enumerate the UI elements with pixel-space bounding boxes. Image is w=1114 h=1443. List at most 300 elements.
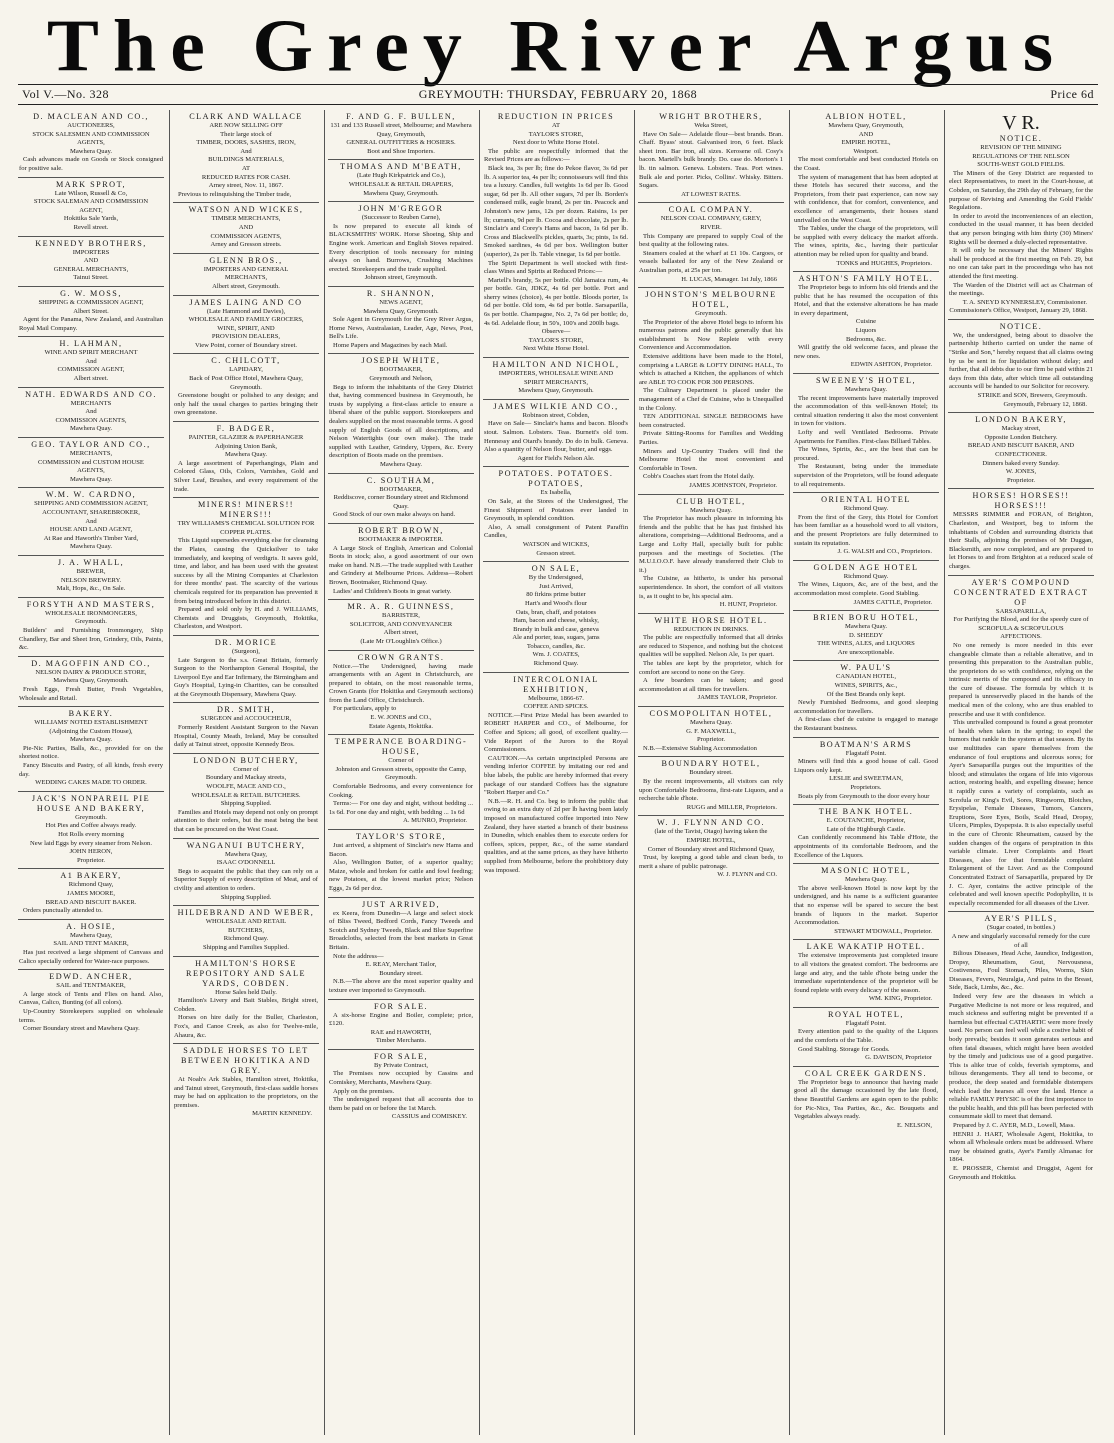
advertisement-heading: FOR SALE. bbox=[374, 1001, 428, 1011]
advertisement-line: Mawhera Quay. bbox=[689, 506, 733, 514]
advertisement-line: Flagstaff Point. bbox=[845, 1019, 887, 1027]
advertisement-line: G. F. MAXWELL, bbox=[686, 727, 736, 735]
advertisement-line: SARSAPARILLA, bbox=[995, 607, 1047, 615]
advertisement-heading: INTERCOLONIAL EXHIBITION, bbox=[513, 674, 599, 694]
advertisement-heading: A1 BAKERY, bbox=[60, 871, 122, 881]
advertisement-line: Arney and Gresson streets. bbox=[210, 241, 282, 249]
advertisement bbox=[793, 374, 939, 493]
advertisement bbox=[793, 272, 939, 374]
advertisement-line: Corner of bbox=[388, 757, 414, 765]
advertisement-line: NEWS AGENT, bbox=[379, 298, 423, 306]
advertisement-line: AT bbox=[241, 164, 251, 172]
advertisement-body: In order to avoid the inconveniences of an election, conducted in the usual manner, it has been decided that any person bringing with him thirty (30) Miners' Rights will be deemed a duly-elected representative. bbox=[949, 212, 1093, 246]
advertisement-heading: JOHNSTON'S MELBOURNE HOTEL, bbox=[645, 290, 777, 310]
advertisement-line: Albert street, bbox=[383, 629, 419, 637]
advertisement-body: A six-horse Engine and Boiler, complete; price, £120. bbox=[329, 1011, 473, 1028]
advertisement-heading: MARK SPROT, bbox=[55, 179, 127, 189]
advertisement-line: Mawhera Quay. bbox=[69, 147, 113, 155]
advertisement-line: PAINTER, GLAZIER & PAPERHANGER bbox=[188, 434, 304, 442]
advertisement-line: Mawhera Quay. bbox=[224, 451, 268, 459]
advertisement-line: BOOTMAKER & IMPORTER. bbox=[358, 535, 444, 543]
advertisement-body: By the recent improvements, all visitors can rely upon Comfortable Bedrooms, first-rate Liquors, and a recherche table d'hote. bbox=[639, 778, 783, 803]
advertisement-heading: LONDON BUTCHERY, bbox=[193, 755, 299, 765]
advertisement-signature: A. MUNRO, Proprietor. bbox=[403, 817, 467, 825]
advertisement-line: (Surgeon), bbox=[232, 647, 260, 655]
advertisement-line: Greymouth. bbox=[75, 618, 107, 626]
advertisement-line: Boot and Shoe Importers. bbox=[367, 147, 435, 155]
advertisement-line: WHOLESALE & RETAIL BUTCHERS. bbox=[191, 791, 301, 799]
advertisement-line: (Adjoining the Custom House), bbox=[49, 727, 133, 735]
advertisement-line: COMMISSION AGENTS, bbox=[210, 232, 282, 240]
advertisement-heading: MR. A. R. GUINNESS, bbox=[347, 602, 455, 612]
advertisement-line: Revell street. bbox=[73, 223, 109, 231]
advertisement-body: The Proprietor begs to inform his old friends and the public that he has resumed the occupation of this Hotel, and that the extensive alterations he has made in every department, bbox=[794, 284, 938, 317]
advertisement-heading: G. W. MOSS, bbox=[60, 288, 122, 298]
advertisement-line: Greymouth. bbox=[695, 310, 727, 318]
advertisement-line: AND bbox=[83, 257, 99, 265]
advertisement-line: Westport. bbox=[853, 147, 879, 155]
advertisement-body: It will only be necessary that the Miners' Rights shall be produced at the first meeting on Feb. 29, but no one can take part in the proceedings who has not attended the first meeting. bbox=[949, 247, 1093, 280]
advertisement-body: Steamers coaled at the wharf at £1 10s. Cargoes, or vessels ballasted for any of the New Zealand or Australian ports, at 25s per ton. bbox=[639, 249, 783, 274]
advertisement-line: Horse Sales held Daily. bbox=[215, 988, 277, 996]
advertisement-line: Their large stock of bbox=[220, 130, 272, 138]
column-3 bbox=[328, 110, 474, 1435]
advertisement-line: Flagstaff Point. bbox=[845, 749, 887, 757]
advertisement-line: TRY WILLIAMS'S CHEMICAL SOLUTION FOR COPPER PLATES. bbox=[177, 520, 315, 536]
advertisement-heading: ROBERT BROWN, bbox=[358, 525, 444, 535]
advertisement-line: IMPORTERS, WHOLESALE WINE AND bbox=[498, 370, 614, 378]
advertisement-line: BARRISTER, bbox=[382, 612, 420, 620]
advertisement-body: The above well-known Hotel is now kept by the undersigned, and his name is a sufficient guarantee that no expense will be spared to secure the best brands of liquors in the market. Superior Accommodation. bbox=[794, 884, 938, 927]
advertisement-line: Albert street. bbox=[73, 375, 109, 383]
advertisement-line: JAMES MOORE, bbox=[67, 890, 115, 897]
advertisement-line: W. JONES, bbox=[1005, 468, 1037, 476]
advertisement-heading: COAL COMPANY. bbox=[668, 205, 754, 215]
dateline-rule bbox=[18, 104, 1098, 105]
advertisement-line: View Point, corner of Boundary street. bbox=[195, 341, 297, 349]
advertisement-body: The public are respectfully informed that the Revised Prices are as follows:— bbox=[484, 147, 628, 164]
advertisement-line: Liquors bbox=[855, 327, 877, 335]
advertisement-line: 131 and 133 Russell street, Melbourne; and Mawhera Quay, Greymouth, bbox=[330, 122, 472, 138]
advertisement-line: IMPORTERS AND GENERAL bbox=[203, 265, 289, 273]
advertisement bbox=[328, 830, 474, 898]
advertisement-body: ex Keera, from Dunedin—A large and select stock of Bliss Tweed, Bedford Cords, Fancy Tweeds and Scotch and Sydney Tweeds, Black and Blue Superfine Broadcloths, selected from the best markets in Great Britain. bbox=[329, 909, 473, 951]
advertisement-line: Mawhera Quay, bbox=[69, 931, 113, 939]
column-divider bbox=[169, 110, 170, 1435]
advertisement-line: (Sugar coated, in bottles.) bbox=[987, 924, 1055, 932]
advertisement-heading: KENNEDY BROTHERS, bbox=[35, 238, 147, 248]
advertisement-line: RAE and HAWORTH, bbox=[370, 1028, 432, 1036]
advertisement-signature: STEWART M'DOWALL, Proprietor. bbox=[834, 927, 932, 935]
advertisement-line: Richmond Quay. bbox=[223, 935, 269, 943]
advertisement-heading: THOMAS AND M'BEATH, bbox=[340, 162, 462, 172]
advertisement-line: WATSON and WICKES, bbox=[522, 540, 590, 548]
advertisement-signature: H. LUCAS, Manager. 1st July, 1866 bbox=[681, 275, 777, 283]
advertisement-line: Hart's and Wood's flour bbox=[525, 599, 587, 607]
advertisement-line: Johnson street, Greymouth. bbox=[364, 274, 438, 282]
advertisement bbox=[948, 413, 1094, 489]
advertisement-body: For particulars, apply to bbox=[333, 705, 397, 713]
advertisement-heading: DR. MORICE bbox=[214, 637, 278, 647]
advertisement-line: WEDDING CAKES MADE TO ORDER. bbox=[35, 779, 147, 787]
advertisement-heading: W.M. W. CARDNO, bbox=[45, 490, 137, 500]
advertisement-line: New laid Eggs by every steamer from Nelson. bbox=[30, 839, 152, 847]
advertisement-line: And bbox=[240, 147, 252, 155]
advertisement-signature: MARTIN KENNEDY. bbox=[252, 1110, 312, 1118]
advertisement-heading: R. SHANNON, bbox=[366, 288, 436, 298]
advertisement-line: Mawhera Quay. bbox=[379, 461, 423, 468]
advertisement-line: ACCOUNTANT, SHAREBROKER, bbox=[42, 509, 140, 516]
advertisement-heading: MINERS! MINERS!! MINERS!!! bbox=[197, 500, 295, 520]
advertisement-line: NELSON BREWERY. bbox=[60, 576, 122, 584]
advertisement-body: The extensive improvements just completed insure to all visitors the greatest comfort. The bedrooms are large and airy, and the table d'hote being under the immediate superintendence of the proprietor will be found replete with every delicacy of the season. bbox=[794, 952, 938, 994]
advertisement-heading: SADDLE HORSES TO LET BETWEEN HOKITIKA AND GREY. bbox=[180, 1046, 312, 1076]
advertisement bbox=[328, 287, 474, 355]
advertisement-body: The Tables, under the charge of the proprietors, will be supplied with every delicacy the market affords. The wines, spirits, &c., having their particular attention may be relied upon for quality and brand. bbox=[794, 225, 938, 258]
advertisement-line: Richmond Quay. bbox=[843, 505, 889, 513]
advertisement-line: Mawhera Quay. bbox=[69, 543, 113, 551]
advertisement-line: Weka Street, bbox=[694, 122, 728, 129]
advertisement-body: Orders punctually attended to. bbox=[23, 907, 103, 915]
advertisement-body: Lofty and well Ventilated Bedrooms. Private Apartments for Families. First-class Billiard Tables. bbox=[794, 429, 938, 445]
columns-container bbox=[18, 110, 1096, 1440]
masthead-rule bbox=[18, 84, 1098, 85]
advertisement-body: Miners will find this a good house of call. Good Liquors only kept. bbox=[794, 758, 938, 774]
advertisement-heading: JOSEPH WHITE, bbox=[361, 356, 441, 366]
advertisement-line: (Late Mr O'Loughlin's Office.) bbox=[360, 637, 442, 645]
advertisement-body: The Warden of the District will act as Chairman of the meetings. bbox=[949, 281, 1093, 298]
advertisement-signature: W. J. FLYNN and CO. bbox=[717, 871, 777, 879]
advertisement-line: SAIL AND TENT MAKER, bbox=[53, 940, 129, 948]
advertisement-body: A large stock of Tents and Flies on hand. Also, Canvas, Calico, Bunting (of all colors). bbox=[19, 990, 163, 1007]
advertisement-line: Shipping Supplied. bbox=[220, 800, 272, 808]
advertisement-line: Gresson street. bbox=[536, 549, 576, 557]
advertisement bbox=[173, 203, 319, 253]
advertisement-heading: GEO. TAYLOR AND CO., bbox=[31, 440, 151, 450]
advertisement-heading: GOLDEN AGE HOTEL bbox=[813, 562, 919, 572]
advertisement-body: Just arrived, a shipment of Sinclair's new Hams and Bacon. bbox=[329, 842, 473, 858]
advertisement bbox=[328, 354, 474, 473]
advertisement-line: Mawhera Quay, Greymouth. bbox=[518, 387, 594, 395]
advertisement-heading: F. BADGER, bbox=[216, 424, 276, 434]
advertisement-body: Private Sitting-Rooms for Families and Wedding Parties. bbox=[639, 430, 783, 446]
advertisement-line: Richmond Quay. bbox=[533, 660, 579, 668]
advertisement-line: MERCHANTS bbox=[70, 399, 112, 407]
advertisement-body: The Culinary Department is placed under the management of a Chef de Cuisine, who is Unequalled in the Colony. bbox=[639, 387, 783, 412]
advertisement-heading: NOTICE. bbox=[999, 321, 1043, 331]
advertisement bbox=[483, 400, 629, 468]
advertisement-line: MERCHANTS, bbox=[224, 274, 268, 282]
advertisement bbox=[483, 358, 629, 400]
advertisement-body: Begs to inform the inhabitants of the Grey District that, having commenced business in Greymouth, he trusts by supplying a first-class article to ensure a liberal share of the public support. Storekeepers and dealers supplied on the most reasonable terms. A good supply of English Goods of all descriptions, and Nelson Watertights (our own make). The trade supplied with Leather, Grindery, Uppers, &c. Every description of Boots made on the premises. bbox=[329, 383, 473, 460]
advertisement-heading: GLENN BROS., bbox=[209, 255, 283, 265]
advertisement-line: Observe— bbox=[541, 328, 571, 336]
advertisement-heading: AYER'S PILLS, bbox=[984, 914, 1058, 924]
advertisement-line: Johnston and Gresson streets, opposite the Camp, Greymouth. bbox=[335, 765, 467, 782]
advertisement-line: TIMBER, DOORS, SASHES, IRON, bbox=[196, 139, 296, 147]
advertisement-line: AGENT, bbox=[79, 206, 103, 214]
advertisement-signature: WM. KING, Proprietor. bbox=[868, 995, 932, 1003]
column-divider bbox=[944, 110, 945, 1435]
advertisement-body: No one remedy is more needed in this ever changeable climate than a reliable alterative, and in presenting this preparation to the Australian public, the proprietors do so with confidence, relying on the intrinsic merits of the compound and its efficacy in the cure of disease. The formula by which it is prepared is unreservedly placed in the hands of the medical men of the colony, who are thus enabled to prescribe and use it with confidence. bbox=[949, 641, 1093, 718]
advertisement-body: Martell's brandy, 5s per bottle. Old Jamaica rum, 4s per bottle. Gin, JDKZ, 4s 6d per bottle. Port and sherry wines (choice), 4s per bottle. Bloods porter, 1s 6d per bottle. Old tom, 4s 6d per bottle. Sarsaparilla, 6s per bottle. Champagne, No. 2, 7s 6d per bottle; do, 4s 6d. Adelaide flour, in 50's, 100's and 200lb bags. bbox=[484, 276, 628, 327]
advertisement-body: Indeed very few are the diseases in which a Purgative Medicine is not more or less required, and much sickness and suffering might be prevented if a harmless but effectual CATHARTIC were more freely used. No person can feel well while a costive habit of body prevails; besides it soon generates serious and often fatal diseases, which might have been avoided by the timely and judicious use of a good purgative. This is alike true of colds, feverish symptoms, and bilious derangements. They all tend to become, or produce, the deep seated and formidable distempers which load the hearses all over the land. Hence a reliable FAMILY PHYSIC is of the first importance to the public health, and this pill has been perfected with consummate skill to meet that demand. bbox=[949, 993, 1093, 1121]
advertisement-line: Greymouth. bbox=[75, 813, 107, 821]
advertisement-line: Agent for Field's Nelson Ale. bbox=[517, 454, 595, 462]
advertisement-body: The Premises now occupied by Cassins and Comiskey, Merchants, Mawhera Quay. bbox=[329, 1070, 473, 1087]
advertisement-line: Reddiscove, corner Boundary street and Richmond Quay. bbox=[333, 494, 469, 510]
advertisement-body: Horses on hire daily for the Buller, Charleston, Fox's, and Canoe Creek, as also for Twelve-mile, Ahaura, &c. bbox=[174, 1014, 318, 1039]
advertisement-line: AND bbox=[238, 223, 254, 231]
advertisement-heading: EDWD. ANCHER, bbox=[49, 972, 133, 982]
advertisement bbox=[793, 805, 939, 864]
advertisement-heading: W. J. FLYNN AND CO. bbox=[656, 818, 766, 828]
advertisement-line: REDUCED RATES FOR CASH. bbox=[201, 173, 291, 181]
advertisement-line: WOOLFE, MACE AND CO., bbox=[206, 783, 286, 791]
advertisement-body: The public are respectfully informed that all drinks are reduced to Sixpence, and nothing but the choicest qualities will be supplied. Nelson Ale, 1s per quart. bbox=[639, 634, 783, 659]
advertisement-line: Oats, bran, chaff, and potatoes bbox=[515, 608, 597, 616]
advertisement-line: TIMBER MERCHANTS, bbox=[211, 215, 281, 223]
advertisement-line: For Purifying the Blood, and for the speedy cure of bbox=[953, 616, 1089, 624]
column-1 bbox=[18, 110, 164, 1435]
royal-crest-text: V R. bbox=[1002, 112, 1040, 134]
column-divider bbox=[324, 110, 325, 1435]
advertisement-heading: C. SOUTHAM, bbox=[366, 475, 436, 485]
advertisement-line: LAPIDARY, bbox=[229, 366, 263, 374]
advertisement-line: AGENTS, bbox=[77, 139, 105, 147]
newspaper-title: The Grey River Argus bbox=[46, 4, 1068, 87]
advertisement bbox=[483, 673, 629, 878]
advertisement-body: TEN ADDITIONAL SINGLE BEDROOMS have been constructed. bbox=[639, 413, 783, 429]
advertisement-line: By Private Contract, bbox=[373, 1061, 429, 1069]
advertisement-line: BUTCHERS, bbox=[227, 926, 265, 934]
advertisement-line: BOOTMAKER, bbox=[379, 366, 423, 374]
advertisement bbox=[18, 438, 164, 488]
advertisement-line: Just Arrived, bbox=[539, 582, 573, 590]
column-6 bbox=[793, 110, 939, 1435]
advertisement-line: AT bbox=[551, 122, 561, 129]
advertisement bbox=[173, 254, 319, 296]
advertisement-line: THE WINES, ALES, and LIQUORS bbox=[817, 640, 915, 648]
advertisement-signature: JAMES JOHNSTON, Proprietor. bbox=[689, 481, 777, 489]
advertisement-body: From the first of the Grey, this Hotel for Comfort has been familiar as a household word to all visitors, and the present Proprietors are fully determined to sustain its reputation. bbox=[794, 513, 938, 547]
advertisement-body: Also, A small consignment of Patent Paraffin Candles, bbox=[484, 523, 628, 540]
advertisement-body: A first-class chef de cuisine is engaged to manage the Restaurant business. bbox=[794, 716, 938, 733]
advertisement-line: Estate Agents, Hokitika. bbox=[368, 722, 434, 730]
advertisement-line: Late of the Highburgh Castle. bbox=[826, 825, 906, 833]
advertisement bbox=[638, 816, 784, 883]
advertisement bbox=[173, 1044, 319, 1122]
advertisement-line: Mawhera Quay. bbox=[844, 876, 888, 884]
advertisement-line: IMPORTERS bbox=[72, 248, 110, 256]
advertisement-heading: CROWN GRANTS. bbox=[357, 652, 445, 662]
advertisement bbox=[173, 754, 319, 839]
advertisement bbox=[948, 110, 1094, 320]
advertisement-line: BREAD AND BISCUIT BAKER. bbox=[45, 898, 137, 906]
advertisement-line: E. COUTANCHE, Proprietor, bbox=[826, 817, 906, 825]
advertisement-body: Notice.—The Undersigned, having made arrangements with an Agent in Christchurch, are prepared to obtain, on the most reasonable terms, Crown Grants (for Hokitika and Greymouth sections) from the Land Office, Christchurch. bbox=[329, 662, 473, 704]
advertisement bbox=[948, 489, 1094, 575]
advertisement bbox=[18, 920, 164, 970]
advertisement-line: SHIPPING AND COMMISSION AGENT, bbox=[34, 500, 148, 508]
advertisement-line: PROVISION DEALERS, bbox=[211, 333, 281, 341]
advertisement-line: Shipping Supplied. bbox=[220, 893, 272, 901]
advertisement bbox=[793, 561, 939, 611]
advertisement-line: WHOLESALE & RETAIL DRAPERS, bbox=[348, 180, 454, 188]
advertisement-heading: JAMES LAING AND CO bbox=[189, 297, 303, 307]
advertisement-signature: G. DAVISON, Proprietor bbox=[865, 1054, 932, 1062]
advertisement-body: Boats ply from Greymouth to the door every hour bbox=[798, 792, 930, 800]
advertisement-body: Late Surgeon to the s.s. Great Britain, formerly Surgeon to the Northampton General Hospital, the Liverpool Eye and Ear Infirmary, the Birmingham and Guy's Hospital, Lying-in Charities, can be consulted at the Greymouth Dispensary, Mawhera Quay. bbox=[174, 656, 318, 698]
advertisement-line: TAYLOR'S STORE, bbox=[528, 336, 584, 344]
advertisement-heading: HORSES! HORSES!! HORSES!!! bbox=[972, 491, 1070, 511]
advertisement-line: (Late Hammond and Davies), bbox=[206, 307, 286, 315]
advertisement-heading: CLARK AND WALLACE bbox=[189, 112, 303, 121]
advertisement-line: Malt, Hops, &c., On Sale. bbox=[56, 585, 126, 593]
advertisement bbox=[18, 598, 164, 657]
advertisement-heading: HAMILTON'S HORSE REPOSITORY AND SALE YARDS, COBDEN. bbox=[186, 958, 306, 988]
advertisement-line: Cuisine bbox=[855, 318, 877, 326]
advertisement-body: N.B.—R. H. and Co. beg to inform the public that owing to an extra duty of 2d per lb having been lately imposed on manufactured coffee imported into New Zealand, they have started a branch of their business in Dunedin, which enables them to execute orders for coffees, spices, pepper, &c., of the same standard qualities, and at the same prices, as they have hitherto supplied from Melbourne, before the prohibitory duty was imposed. bbox=[484, 797, 628, 874]
advertisement-line: Tainui Street. bbox=[73, 274, 109, 282]
advertisement-signature: STRIKE and SON, Brewers, Greymouth. Greymouth, February 12, 1868. bbox=[977, 392, 1087, 408]
advertisement-body: Has just received a large shipment of Canvass and Calico specially ordered for Water-race purposes. bbox=[19, 948, 163, 965]
advertisement-body: Extensive additions have been made to the Hotel, comprising a LARGE & LOFTY DINING HALL, To which is attached a Kitchen, the appliances of which are ABLE TO COOK FOR 300 PERSONS. bbox=[639, 353, 783, 386]
advertisement-line: Albert street, Greymouth. bbox=[212, 282, 280, 290]
advertisement-line: STOCK SALEMAN AND COMMISSION bbox=[33, 198, 149, 206]
advertisement bbox=[18, 237, 164, 287]
advertisement-line: Mawhera Quay, Greymouth. bbox=[363, 189, 439, 197]
advertisement-line: SURGEON and ACCOUCHEUR, bbox=[200, 715, 292, 723]
advertisement-line: Wm. J. COATES, bbox=[532, 651, 580, 659]
advertisement-body: Every attention paid to the quality of the Liquors and the comforts of the Table. bbox=[794, 1028, 938, 1045]
advertisement bbox=[483, 562, 629, 673]
advertisement bbox=[328, 110, 474, 160]
advertisement bbox=[948, 576, 1094, 913]
advertisement-body: This unrivalled compound is found a great promoter of health when taken in the spring; to expel the humors that rankle in the system at that season. By its use multitudes can spare themselves from the endurance of foul eruptions and ulcerous sores; for Ayer's Sarsaparilla purges out the impurities of the blood; and stimulates the organs of life into vigorous action, restoring health, and expelling disease; hence it rapidly cures a variety of complaints, such as Scrofula or King's Evil, Sores, Ringworm, Blotches, Erysipelas, Female Diseases, Tumors, Cancers, Eruptions, Sore Eyes, Boils, Scald Head, Dropsy, Ulcers, Pimples, Dyspepsia. It is also especially useful in the cure of Chronic Rheumatism, caused by the sudden changes of the organs of perspiration in this variable climate. Liver Complaints and Heart Diseases, also for that formidable complaint Enlargement of the Liver. And as the Compound Concentrated Extract of Sarsaparilla, prepared by Dr J. C. Ayer, contains the active principle of the celebrated and well known specific Podophyllin, it is especially recommended for all diseases of the Liver. bbox=[949, 719, 1093, 907]
advertisement bbox=[173, 110, 319, 203]
advertisement-body: The Cuisine, as hitherto, is under his personal superintendence. In short, the comfort of all visitors is, as it ought to be, his special aim. bbox=[639, 575, 783, 600]
advertisement bbox=[638, 757, 784, 816]
advertisement-line: AFFECTIONS. bbox=[1000, 633, 1042, 641]
advertisement bbox=[18, 178, 164, 237]
advertisement-body: Prepared and sold only by H. and J. WILLIAMS, Chemists and Druggists, Greymouth, Hokitika, Charleston, and Westport. bbox=[174, 606, 318, 631]
advertisement-line: Dinners baked every Sunday. bbox=[982, 459, 1060, 467]
advertisement-body: Miners and Up-Country Traders will find the Melbourne Hotel the most convenient and Comfortable in Town. bbox=[639, 447, 783, 472]
advertisement-signature: T. A. SNEYD KYNNERSLEY, Commissioner. Commissioner's Office, Westport, January 29, 1868. bbox=[949, 298, 1087, 315]
advertisement-body: Cash advances made on Goods or Stock consigned for positive sale. bbox=[19, 156, 163, 172]
advertisement-heading: F. AND G. F. BULLEN, bbox=[346, 112, 456, 121]
advertisement-body: Good Stock of our own make always on hand. bbox=[333, 511, 456, 519]
advertisement-body: At Noah's Ark Stables, Hamilton street, Hokitika, and Tainui street, Greymouth, first-class saddle horses may be had on application to the proprietors, on the premises. bbox=[174, 1076, 318, 1109]
advertisement bbox=[173, 296, 319, 355]
advertisement-line: (Successor to Reuben Carne), bbox=[361, 214, 441, 222]
advertisement-heading: ALBION HOTEL, bbox=[825, 112, 907, 121]
advertisement-line: GENERAL OUTFITTERS & HOSIERS. bbox=[346, 139, 456, 147]
advertisement bbox=[638, 288, 784, 494]
advertisement-heading: BAKERY. bbox=[68, 709, 114, 719]
advertisement-line: Bedrooms, &c. bbox=[845, 335, 887, 343]
advertisement-body: HENRI J. HART, Wholesale Agent, Hokitika, to whom all Wholesale orders must be addressed. Where may be obtained gratis, Ayer's Family Almanac for 1864. bbox=[949, 1130, 1093, 1164]
advertisement-body: Bilious Diseases, Head Ache, Jaundice, Indigestion, Dropsy, Rheumatism, Gout, Nervousness, Costiveness, Foul Stomach, Piles, Worms, Skin Diseases, Fevers, Neuralgia, And pains in the Breast, Side, Back, Limbs, &c., &c. bbox=[949, 950, 1093, 992]
advertisement-line: SAIL and TENTMAKER, bbox=[56, 982, 126, 990]
advertisement-heading: WHITE HORSE HOTEL. bbox=[654, 615, 768, 625]
advertisement-heading: DR. SMITH, bbox=[217, 705, 275, 715]
advertisement-line: ISAAC O'DONNELL bbox=[216, 859, 276, 867]
advertisement-line: Boundary street. bbox=[689, 769, 733, 777]
advertisement-line: SOLICITOR, AND CONVEYANCER bbox=[349, 620, 453, 628]
advertisement-body: The Proprietor of the above Hotel begs to inform his numerous patrons and the public generally that his establishment Is Now Replete with every Convenience and Accommodation. bbox=[639, 318, 783, 352]
advertisement-line: Richmond Quay. bbox=[843, 572, 889, 580]
advertisement bbox=[173, 354, 319, 422]
advertisement-heading: BOATMAN'S ARMS bbox=[819, 739, 913, 749]
advertisement-body: Pie-Nic Parties, Balls, &c., provided for on the shortest notice. bbox=[19, 744, 163, 761]
advertisement-line: Proprietors. bbox=[850, 784, 882, 791]
advertisement-line: Greymouth and Nelson, bbox=[369, 375, 433, 383]
advertisement-line: Are unexceptionable. bbox=[837, 648, 895, 656]
advertisement bbox=[638, 110, 784, 203]
advertisement-body: A few boarders can be taken; and good accommodation at all times for travellers. bbox=[639, 677, 783, 693]
issue-date: GREYMOUTH: THURSDAY, FEBRUARY 20, 1868 bbox=[418, 87, 698, 101]
advertisement bbox=[328, 898, 474, 1000]
dateline bbox=[22, 87, 1094, 101]
advertisement-line: Hot Rolls every morning bbox=[58, 831, 124, 839]
advertisement-signature: CASSIUS and COMISKEY. bbox=[391, 1113, 467, 1121]
advertisement-line: Tobacco, candles, &c. bbox=[526, 642, 586, 650]
advertisement-body: The Proprietor begs to announce that having made good all the damage occasioned by the late flood, these Beautiful Gardens are again open to the public for Pic-Nics, Tea Parties, &c., &c. Bouquets and Vegetables always ready. bbox=[794, 1078, 938, 1121]
column-5 bbox=[638, 110, 784, 1435]
advertisement-line: Richmond Quay, bbox=[68, 881, 114, 889]
advertisement bbox=[18, 792, 164, 870]
advertisement-signature: JAMES CATTLE, Proprietor. bbox=[853, 598, 932, 606]
advertisement-body: Ladies' and Children's Boots in great variety. bbox=[333, 587, 452, 595]
advertisement-heading: HAMILTON AND NICHOL, bbox=[492, 360, 620, 370]
advertisement-line: A new and singularly successful remedy for the cure of all bbox=[951, 932, 1091, 949]
advertisement-line: SCROFULA & SCROFULOUS bbox=[978, 624, 1064, 632]
advertisement-line: Proprietor. bbox=[1006, 476, 1036, 484]
advertisement bbox=[328, 735, 474, 830]
advertisement-heading: ON SALE, bbox=[531, 564, 581, 574]
advertisement-line: LESLIE and SWEETMAN, bbox=[829, 775, 903, 783]
advertisement bbox=[18, 707, 164, 792]
advertisement-heading: TAYLOR'S STORE, bbox=[355, 832, 447, 841]
advertisement bbox=[328, 651, 474, 736]
advertisement bbox=[793, 611, 939, 661]
advertisement-body: The tables are kept by the proprietor, which for comfort are second to none on the Grey. bbox=[639, 660, 783, 676]
advertisement bbox=[793, 493, 939, 561]
advertisement bbox=[18, 110, 164, 178]
advertisement-line: 80 firkins prime butter bbox=[526, 591, 586, 599]
advertisement-heading: D. MAGOFFIN AND CO., bbox=[31, 658, 151, 668]
advertisement-heading: NATH. EDWARDS AND CO. bbox=[25, 389, 157, 399]
advertisement-body: Previous to relinquishing the Timber trade, bbox=[178, 190, 292, 198]
advertisement-body: This Company are prepared to supply Coal of the best quality at the following rates. bbox=[639, 232, 783, 249]
advertisement bbox=[793, 864, 939, 940]
advertisement-body: Begs to acquaint the public that they can rely on a Superior Supply of every description of Meat, and of civility and attention to orders. bbox=[174, 867, 318, 892]
column-2 bbox=[173, 110, 319, 1435]
advertisement-line: CANADIAN HOTEL, bbox=[835, 673, 897, 681]
advertisement bbox=[638, 203, 784, 288]
advertisement-line: And bbox=[85, 408, 97, 416]
advertisement-line: Mawhera Quay, Greymouth. bbox=[53, 677, 129, 685]
advertisement-body: Builders' and Furnishing Ironmongery, Ship Chandlery, Bar and Sheet Iron, Grindery, Oils, Paints, &c. bbox=[19, 626, 163, 652]
advertisement-line: Next door to White Horse Hotel. bbox=[512, 139, 600, 147]
advertisement-line: REGULATIONS OF THE NELSON bbox=[972, 152, 1070, 160]
advertisement-line: COMMISSION and CUSTOM HOUSE bbox=[38, 458, 144, 466]
advertisement bbox=[793, 661, 939, 737]
advertisement-line: Mawhera Quay. bbox=[844, 623, 888, 631]
advertisement-heading: REDUCTION IN PRICES bbox=[497, 112, 615, 121]
